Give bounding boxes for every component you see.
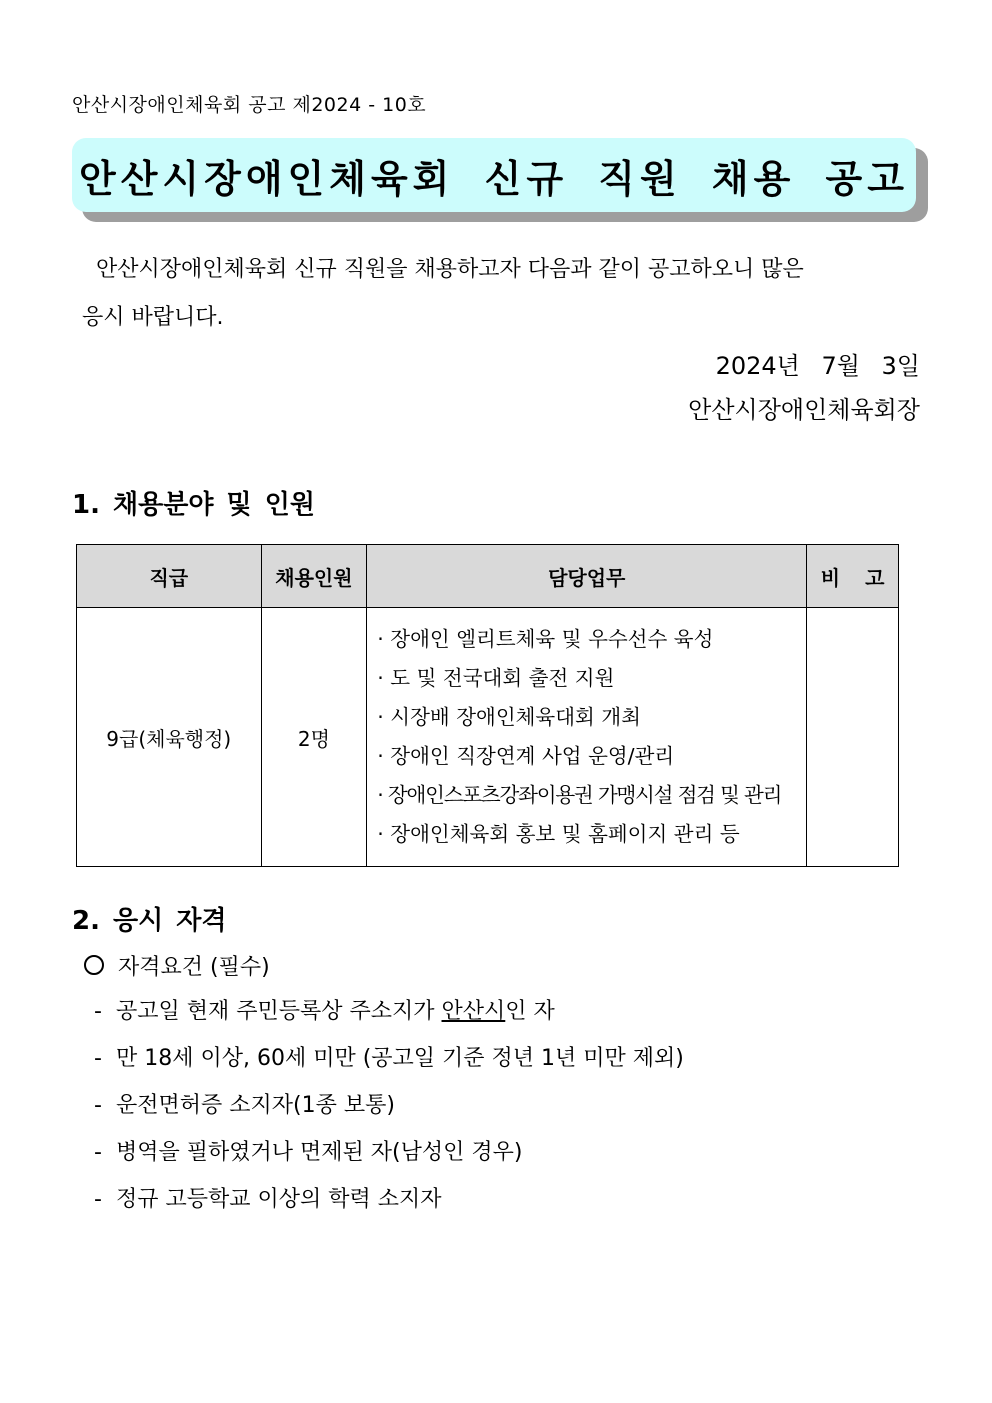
- section-2-heading: 2. 응시 자격: [72, 906, 227, 936]
- intro-line-1: 안산시장애인체육회 신규 직원을 채용하고자 다음과 같이 공고하오니 많은: [96, 257, 804, 282]
- dash-bullet: -: [94, 1187, 102, 1212]
- list-item: [94, 1039, 684, 1086]
- intro-paragraph: [82, 246, 902, 342]
- duty-item: · 장애인스포츠강좌이용권 가맹시설 점검 및 관리: [377, 783, 782, 807]
- requirement-2-text: 만 18세 이상, 60세 미만 (공고일 기준 정년 1년 미만 제외): [116, 1046, 684, 1071]
- duty-item: · 시장배 장애인체육대회 개최: [377, 705, 641, 729]
- dash-bullet: -: [94, 1093, 102, 1118]
- cell-grade: 9급(체육행정): [77, 608, 262, 867]
- qualification-subheading-text: 자격요건 (필수): [118, 955, 270, 980]
- dash-bullet: -: [94, 1140, 102, 1165]
- duty-item: · 장애인 엘리트체육 및 우수선수 육성: [377, 627, 714, 651]
- header-duties: 담당업무: [367, 545, 807, 608]
- header-count: 채용인원: [261, 545, 367, 608]
- duty-item: · 장애인 직장연계 사업 운영/관리: [377, 744, 675, 768]
- signer: 안산시장애인체육회장: [688, 396, 920, 424]
- cell-duties: [367, 608, 807, 867]
- announcement-date: 2024년 7월 3일: [715, 352, 920, 380]
- intro-line-2: 응시 바랍니다.: [82, 305, 224, 330]
- page-title: 안산시장애인체육회 신규 직원 채용 공고: [79, 156, 909, 201]
- table-row: [77, 608, 899, 867]
- list-item: [94, 1086, 684, 1133]
- circle-bullet-icon: [84, 955, 104, 975]
- requirement-5-text: 정규 고등학교 이상의 학력 소지자: [116, 1187, 442, 1212]
- requirement-1-suffix: 인 자: [505, 999, 555, 1024]
- qualification-subheading: [84, 950, 270, 981]
- list-item: [94, 1180, 684, 1227]
- notice-number: 안산시장애인체육회 공고 제2024 - 10호: [72, 94, 427, 116]
- title-box: [72, 138, 916, 212]
- duty-item: · 도 및 전국대회 출전 지원: [377, 666, 615, 690]
- header-remarks: 비 고: [807, 545, 899, 608]
- requirement-4-text: 병역을 필하였거나 면제된 자(남성인 경우): [116, 1140, 523, 1165]
- table-header-row: [77, 545, 899, 608]
- list-item: [94, 1133, 684, 1180]
- header-grade: 직급: [77, 545, 262, 608]
- duty-item: · 장애인체육회 홍보 및 홈페이지 관리 등: [377, 822, 740, 846]
- section-1-heading: 1. 채용분야 및 인원: [72, 490, 315, 520]
- list-item: [94, 992, 684, 1039]
- dash-bullet: -: [94, 1046, 102, 1071]
- dash-bullet: -: [94, 999, 102, 1024]
- requirement-1-underlined: 안산시: [441, 999, 506, 1024]
- recruitment-table: [76, 544, 899, 867]
- requirement-1-text: 공고일 현재 주민등록상 주소지가: [116, 999, 442, 1024]
- cell-remarks: [807, 608, 899, 867]
- cell-count: 2명: [261, 608, 367, 867]
- requirements-list: [94, 992, 684, 1227]
- requirement-3-text: 운전면허증 소지자(1종 보통): [116, 1093, 395, 1118]
